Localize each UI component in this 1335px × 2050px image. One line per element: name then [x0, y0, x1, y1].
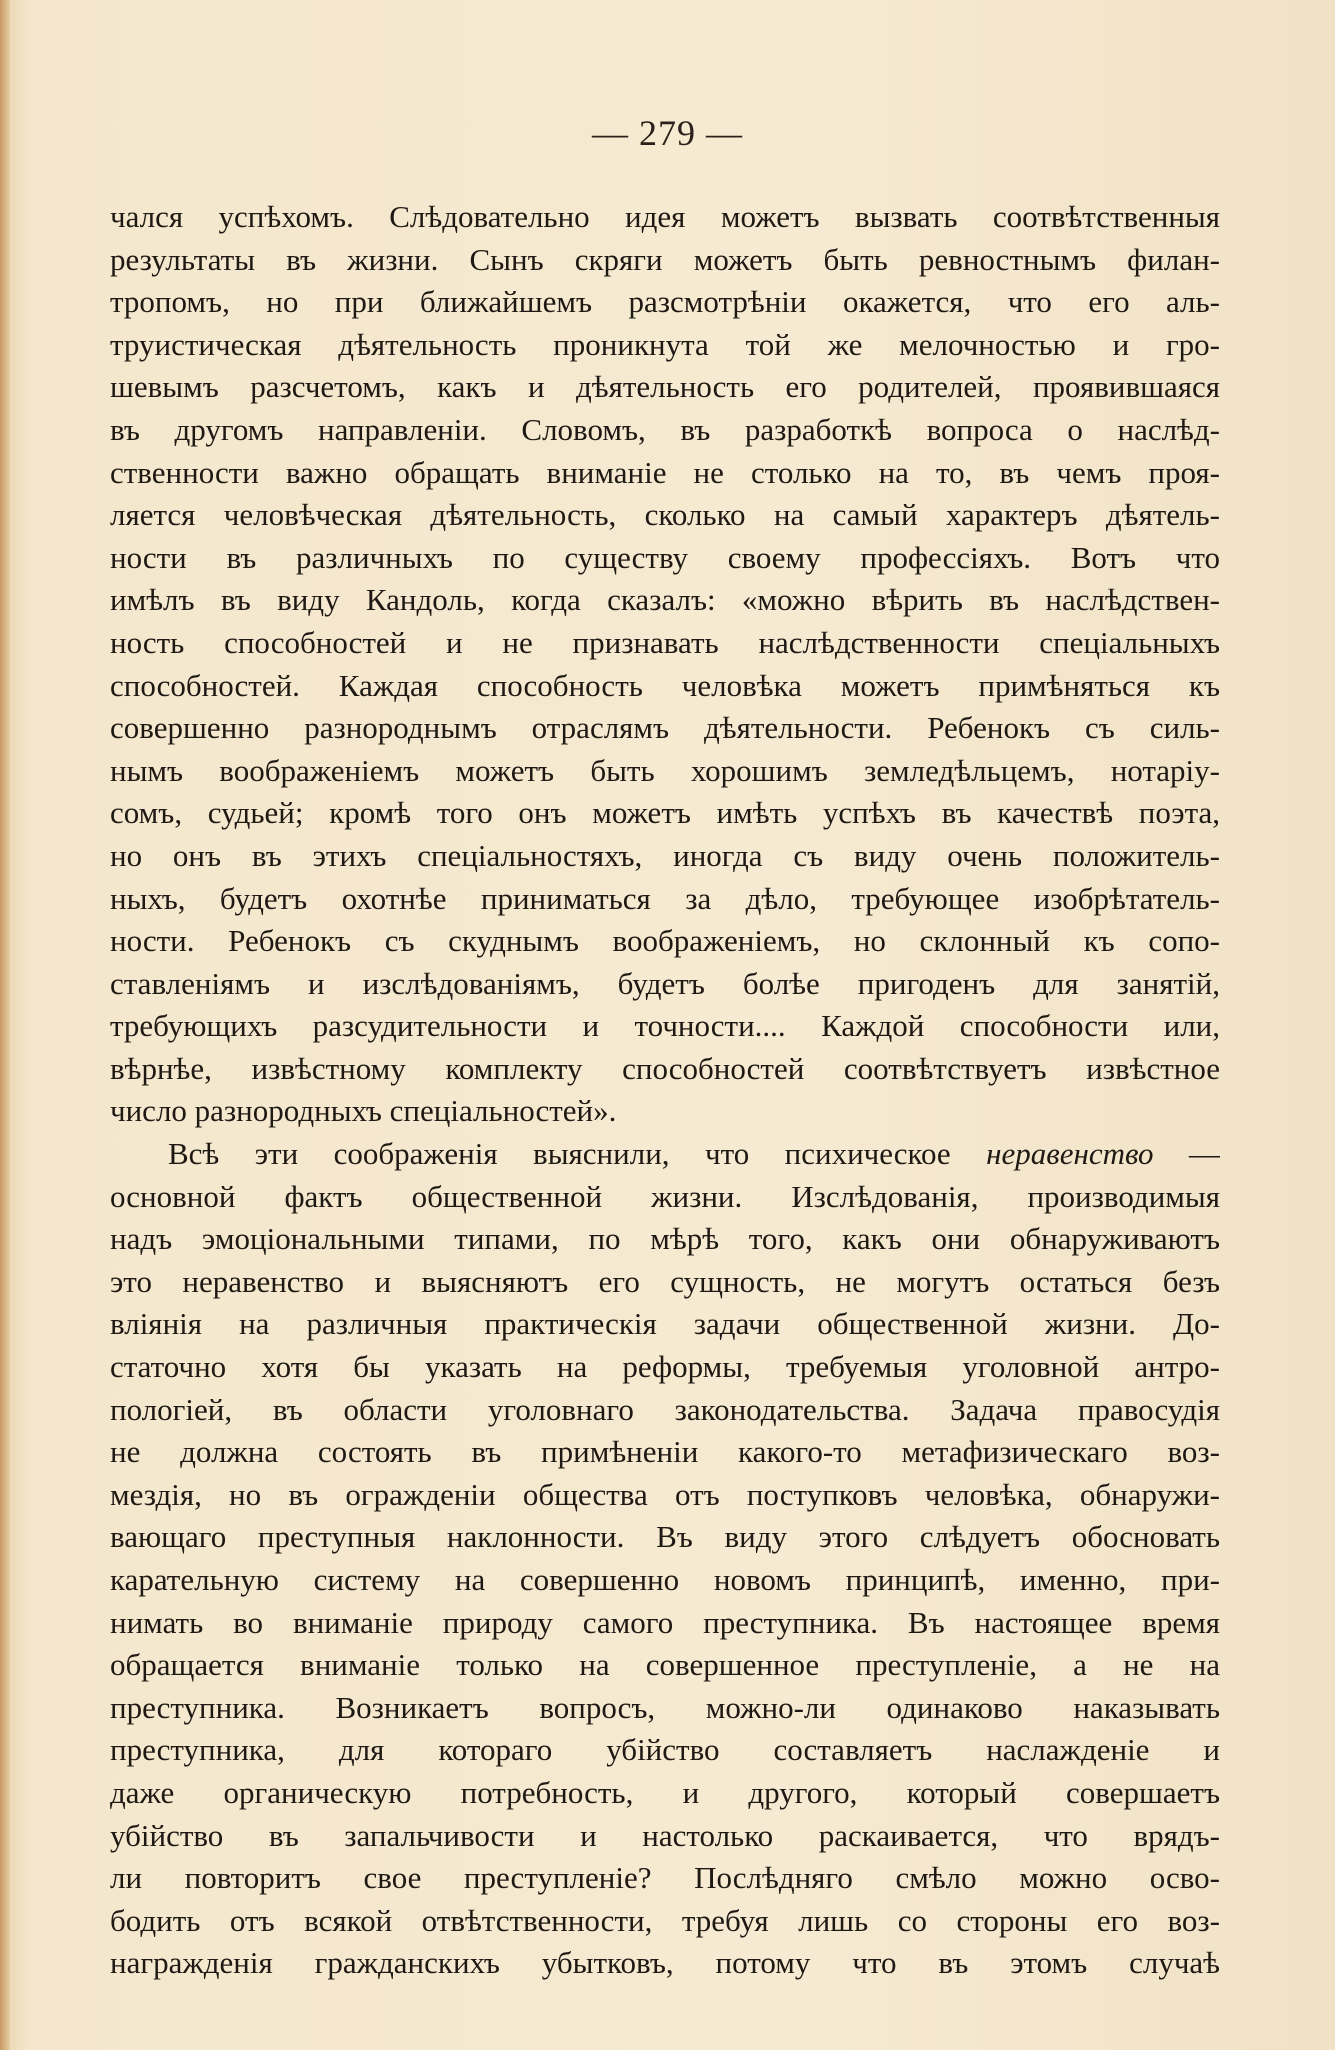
text-line: нимать во вниманіе природу самого преступника. Въ настоящее время — [110, 1604, 1220, 1640]
text-line: тропомъ, но при ближайшемъ разсмотрѣніи окажется, что его аль- — [110, 284, 1220, 320]
text-line: это неравенство и выясняютъ его сущность, не могутъ остаться безъ — [110, 1263, 1220, 1299]
text-line — [110, 1133, 1220, 1176]
body-text — [110, 196, 1220, 1985]
paragraph-1 — [110, 196, 1220, 1133]
text-run: — — [1153, 1136, 1220, 1172]
emphasized-word: неравенство — [986, 1136, 1154, 1172]
text-line: ставленіямъ и изслѣдованіямъ, будетъ болѣе пригоденъ для занятій, — [110, 965, 1220, 1001]
text-line: результаты въ жизни. Сынъ скряги можетъ быть ревностнымъ филан- — [110, 241, 1220, 277]
text-line: вліянія на различныя практическія задачи общественной жизни. До- — [110, 1306, 1220, 1342]
text-line: пологіей, въ области уголовнаго законодательства. Задача правосудія — [110, 1391, 1220, 1427]
text-line: ности въ различныхъ по существу своему профессіяхъ. Вотъ что — [110, 539, 1220, 575]
text-line: способностей. Каждая способность человѣка можетъ примѣняться къ — [110, 667, 1220, 703]
text-line: въ другомъ направленіи. Словомъ, въ разработкѣ вопроса о наслѣд- — [110, 411, 1220, 447]
text-line: совершенно разнороднымъ отраслямъ дѣятельности. Ребенокъ съ силь- — [110, 710, 1220, 746]
text-line: нымъ воображеніемъ можетъ быть хорошимъ земледѣльцемъ, нотаріу- — [110, 752, 1220, 788]
text-line: карательную систему на совершенно новомъ принципѣ, именно, при- — [110, 1562, 1220, 1597]
text-line: мездія, но въ огражденіи общества отъ поступковъ человѣка, обнаружи- — [110, 1476, 1220, 1512]
text-line: преступника, для котораго убійство составляетъ наслажденіе и — [110, 1732, 1220, 1768]
text-line: обращается вниманіе только на совершенное преступленіе, а не на — [110, 1647, 1220, 1683]
text-line: требующихъ разсудительности и точности.... Каждой способности или, — [110, 1008, 1220, 1044]
text-line: ныхъ, будетъ охотнѣе приниматься за дѣло, требующее изобрѣтатель- — [110, 880, 1220, 916]
text-line: труистическая дѣятельность проникнута той же мелочностью и гро- — [110, 326, 1220, 362]
page-left-edge — [0, 0, 10, 2050]
text-line: имѣлъ въ виду Кандоль, когда сказалъ: «можно вѣрить въ наслѣдствен- — [110, 582, 1220, 618]
text-line: бодить отъ всякой отвѣтственности, требуя лишь со стороны его воз- — [110, 1902, 1220, 1938]
text-line: ности. Ребенокъ съ скуднымъ воображеніемъ, но склонный къ сопо- — [110, 923, 1220, 959]
text-run: Всѣ эти соображенія выяснили, что психическое — [168, 1136, 987, 1172]
text-line: даже органическую потребность, и другого, который совершаетъ — [110, 1774, 1220, 1810]
text-line: убійство въ запальчивости и настолько раскаивается, что врядъ- — [110, 1817, 1220, 1853]
page-number: — 279 — — [592, 113, 743, 153]
text-line: ственности важно обращать вниманіе не столько на то, въ чемъ проя- — [110, 454, 1220, 490]
text-line: ляется человѣческая дѣятельность, сколько на самый характеръ дѣятель- — [110, 497, 1220, 533]
text-line: награжденія гражданскихъ убытковъ, потому что въ этомъ случаѣ — [110, 1945, 1220, 1981]
text-line: число разнородныхъ спеціальностей». — [110, 1093, 617, 1129]
text-line: статочно хотя бы указать на реформы, требуемыя уголовной антро- — [110, 1349, 1220, 1385]
text-line: ность способностей и не признавать наслѣдственности спеціальныхъ — [110, 624, 1220, 660]
text-line: ли повторитъ свое преступленіе? Послѣдняго смѣло можно осво- — [110, 1860, 1220, 1896]
text-line: не должна состоять въ примѣненіи какого-то метафизическаго воз- — [110, 1434, 1220, 1470]
text-line: вающаго преступныя наклонности. Въ виду этого слѣдуетъ обосновать — [110, 1519, 1220, 1555]
paragraph-2 — [110, 1133, 1220, 1985]
text-line: но онъ въ этихъ спеціальностяхъ, иногда съ виду очень положитель- — [110, 837, 1220, 873]
text-line: основной фактъ общественной жизни. Изслѣдованія, производимыя — [110, 1178, 1220, 1214]
text-line: сомъ, судьей; кромѣ того онъ можетъ имѣть успѣхъ въ качествѣ поэта, — [110, 795, 1220, 831]
text-line: надъ эмоціональными типами, по мѣрѣ того, какъ они обнаруживаютъ — [110, 1221, 1220, 1257]
text-line: вѣрнѣе, извѣстному комплекту способностей соотвѣтствуетъ извѣстное — [110, 1050, 1220, 1086]
text-line: преступника. Возникаетъ вопросъ, можно-ли одинаково наказывать — [110, 1689, 1220, 1725]
text-line: шевымъ разсчетомъ, какъ и дѣятельность его родителей, проявившаяся — [110, 369, 1220, 405]
text-line: чался успѣхомъ. Слѣдовательно идея можетъ вызвать соотвѣтственныя — [110, 199, 1220, 234]
